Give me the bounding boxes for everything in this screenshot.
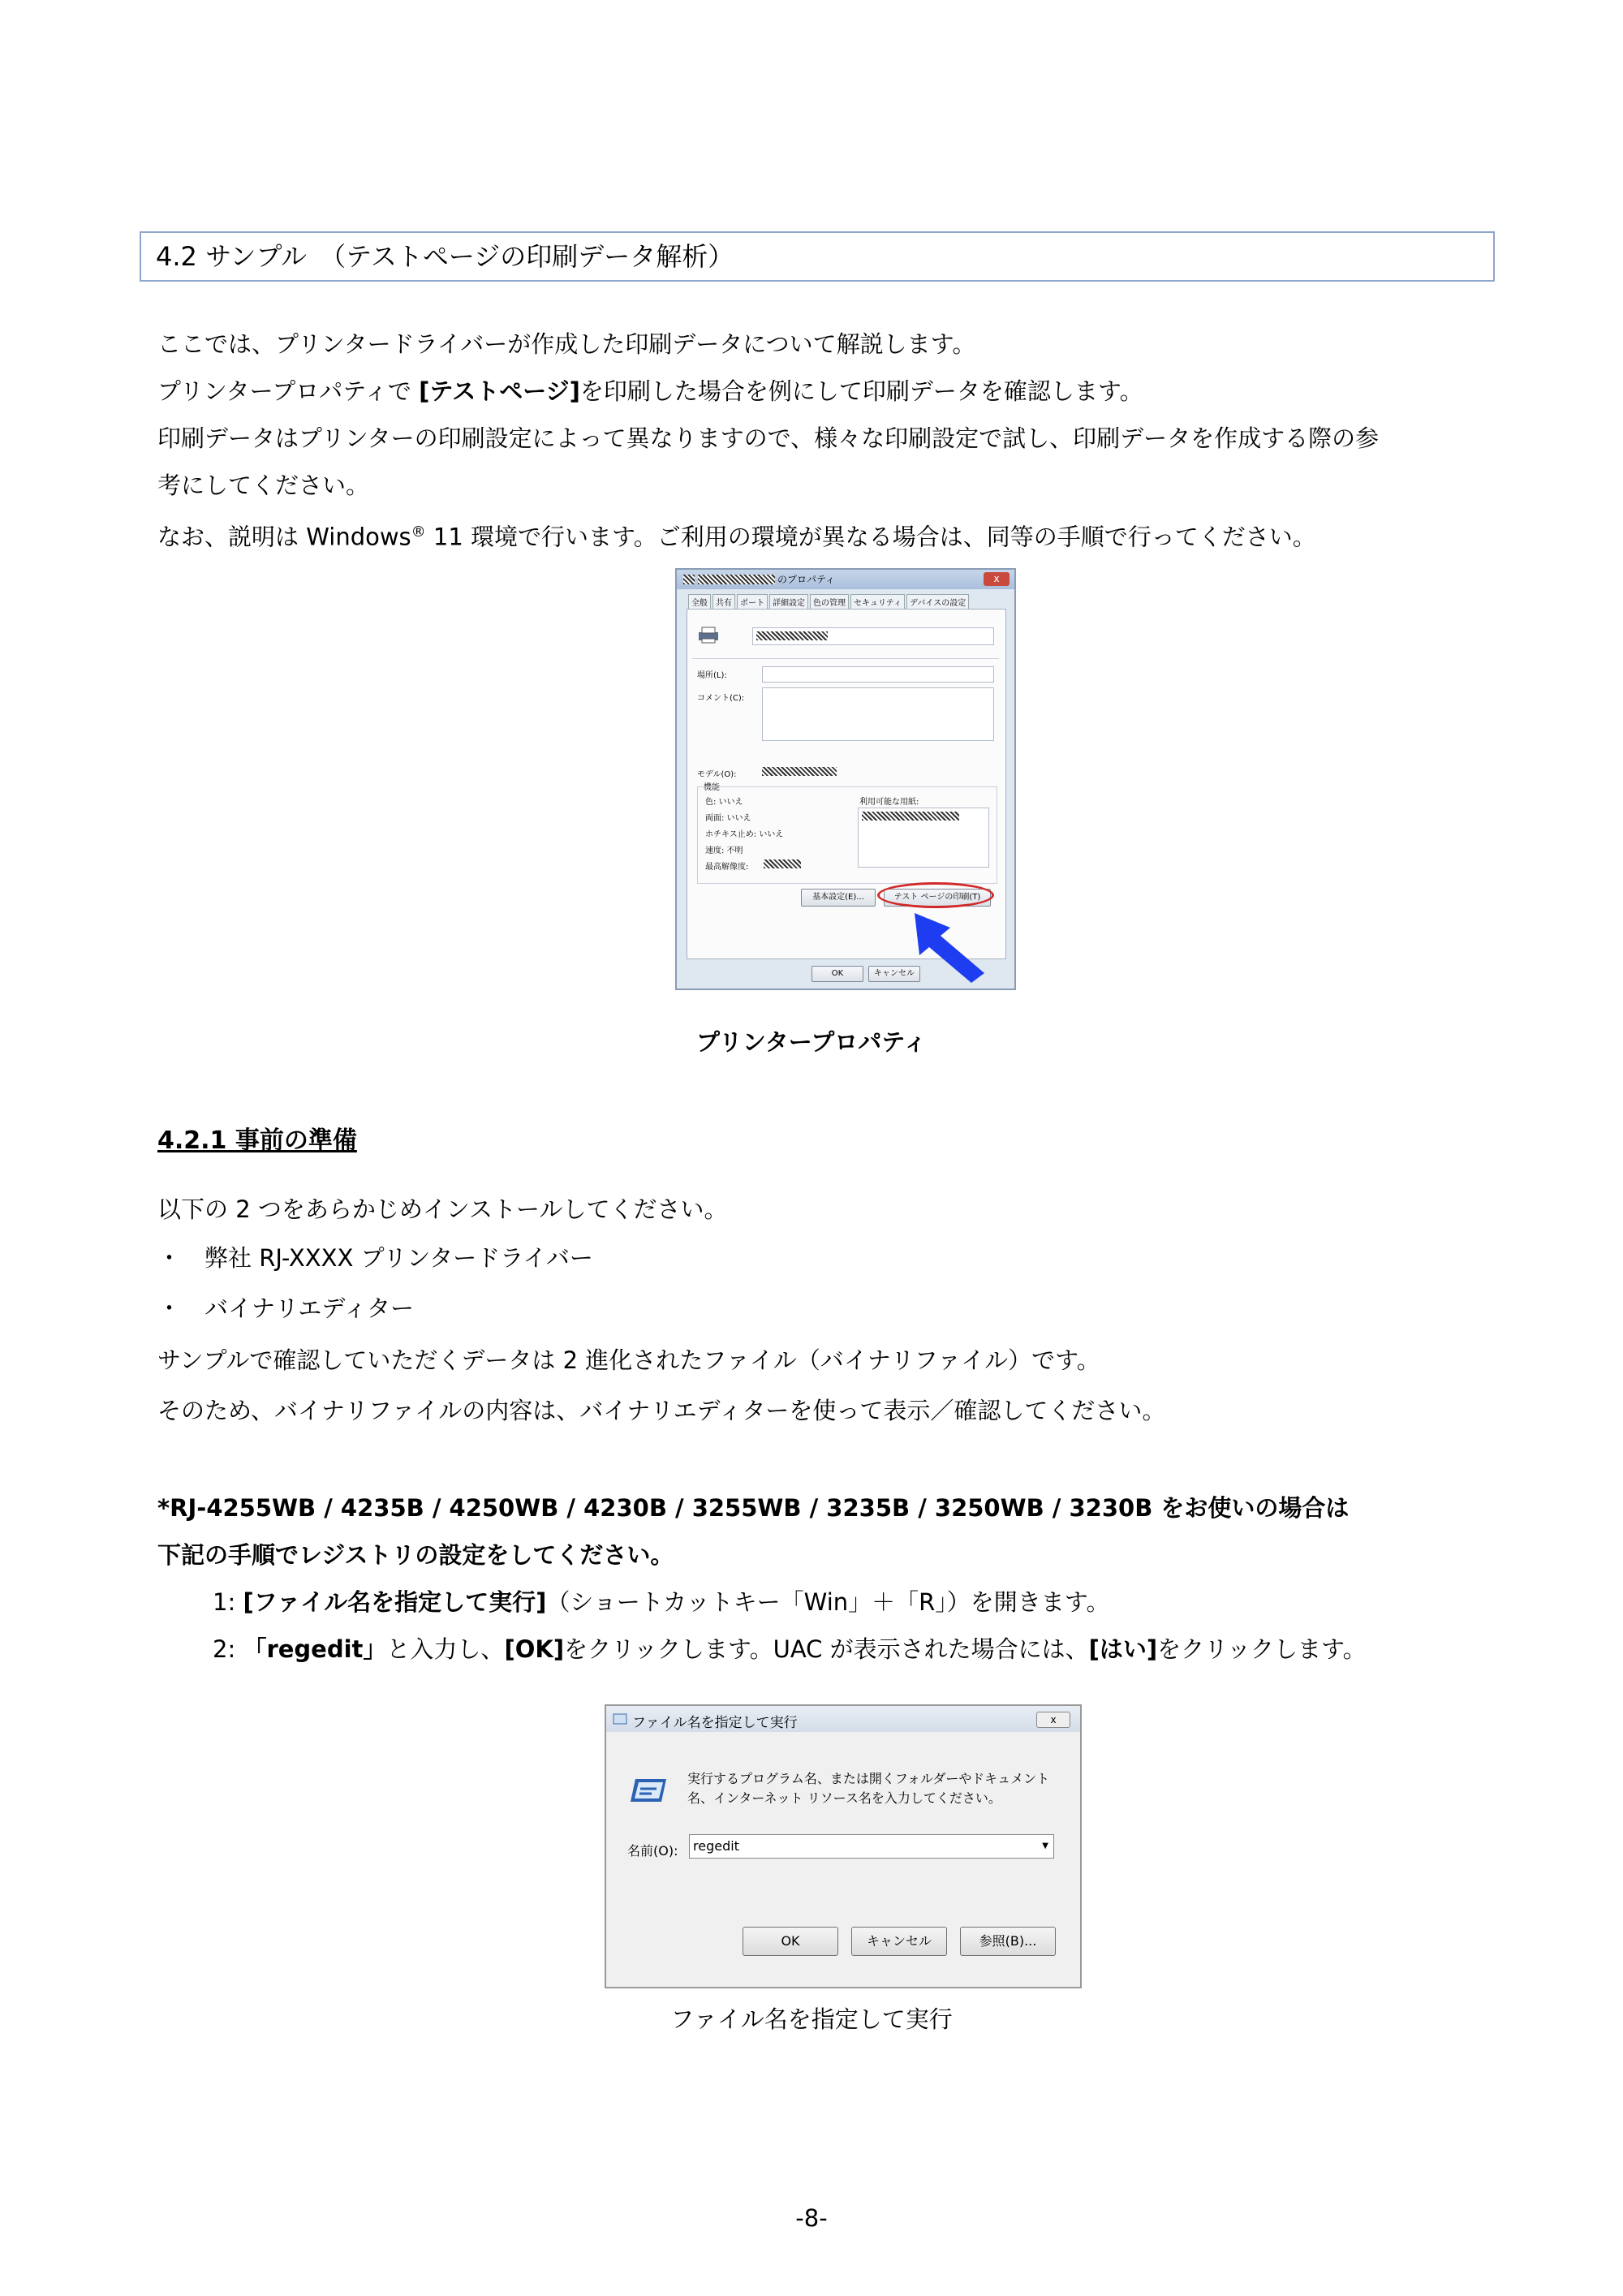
tab-advanced[interactable]: 詳細設定 [769,594,808,610]
dialog-titlebar [677,570,1014,589]
masked-printer-name [698,575,775,584]
print-test-page-button[interactable]: テスト ページの印刷(T) [884,889,991,907]
model-label: モデル(O): [697,770,737,779]
masked-paper [862,812,959,821]
run-icon [627,1774,669,1807]
section-title: 4.2 サンプル （テストページの印刷データ解析） [156,241,734,272]
step-2-bold-3: [はい] [1088,1635,1158,1663]
masked-resolution [764,859,801,868]
run-dialog-title: ファイル名を指定して実行 [632,1715,798,1731]
location-label: 場所(L): [697,671,727,680]
masked-name [756,631,828,640]
close-button[interactable]: x [984,572,1010,586]
location-field[interactable] [762,666,994,683]
preferences-button[interactable]: 基本設定(E)... [801,889,876,907]
run-command-input[interactable] [689,1834,1054,1859]
tab-device-settings[interactable]: デバイスの設定 [906,594,969,610]
ok-button[interactable]: OK [812,966,863,982]
step-2 [213,1633,1367,1665]
name-label: 名前(O): [627,1843,678,1859]
run-dialog-titlebar [606,1706,1080,1732]
step-2-number: 2: [213,1635,243,1663]
run-command-value: regedit [693,1838,739,1854]
intro-line-5-post: 11 環境で行います。ご利用の環境が異なる場合は、同等の手順で行ってください。 [425,523,1316,551]
paper-label: 利用可能な用紙: [859,798,919,807]
step-1-number: 1: [213,1588,243,1616]
intro-line-2-pre: プリンタープロパティで [157,377,420,405]
run-small-icon [613,1712,627,1724]
caption-printer-properties: プリンタープロパティ [696,1028,927,1056]
note-line-2: 下記の手順でレジストリの設定をしてください。 [157,1541,674,1569]
comment-label: コメント(C): [697,694,745,703]
run-dialog [605,1704,1082,1988]
max-resolution-feature: 最高解像度: [705,863,749,872]
step-2-mid-1: と入力し、 [386,1635,505,1663]
prep-line-1: 以下の 2 つをあらかじめインストールしてください。 [157,1195,728,1223]
page-number: -8- [795,2204,828,2232]
step-1-post: （ショートカットキー「Win」＋「R」）を開きます。 [546,1588,1110,1616]
run-ok-button[interactable]: OK [743,1927,838,1956]
staple-feature: ホチキス止め: いいえ [705,830,784,839]
intro-line-3: 印刷データはプリンターの印刷設定によって異なりますので、様々な印刷設定で試し、印刷データを作成する際の参 [157,424,1380,452]
caption-run-dialog: ファイル名を指定して実行 [670,2005,953,2033]
masked-model [762,767,837,776]
tab-sharing[interactable]: 共有 [712,594,735,610]
tab-strip [688,594,969,610]
paper-list[interactable] [858,808,989,868]
intro-line-2-bold: [テストページ] [419,377,580,405]
chevron-down-icon[interactable]: ▼ [1042,1842,1048,1850]
intro-line-2-post: を印刷した場合を例にして印刷データを確認します。 [579,377,1143,405]
run-cancel-button[interactable]: キャンセル [851,1927,947,1956]
cancel-button[interactable]: キャンセル [868,966,920,982]
intro-line-2 [157,375,1143,407]
prep-line-2: サンプルで確認していただくデータは 2 進化されたファイル（バイナリファイル）です。 [157,1346,1100,1374]
tab-ports[interactable]: ポート [737,594,768,610]
printer-name-field[interactable] [752,627,994,645]
comment-field[interactable] [762,687,994,741]
step-2-post: をクリックします。 [1157,1635,1367,1663]
tab-general[interactable]: 全般 [688,594,711,610]
step-1-bold: [ファイル名を指定して実行] [243,1588,547,1616]
section-heading [140,231,1495,282]
intro-line-5 [157,516,1316,554]
duplex-feature: 両面: いいえ [705,814,751,823]
step-2-bold-1: 「regedit」 [243,1635,387,1663]
prep-bullet-1: ・ 弊社 RJ-XXXX プリンタードライバー [157,1244,593,1272]
tab-security[interactable]: セキュリティ [850,594,905,610]
general-panel [687,609,1006,959]
prep-line-3: そのため、バイナリファイルの内容は、バイナリエディターを使って表示／確認してください。 [157,1397,1166,1424]
divider [692,658,999,659]
registered-mark: ® [411,523,426,541]
speed-feature: 速度: 不明 [705,846,743,855]
run-close-button[interactable]: x [1036,1712,1070,1728]
browse-button[interactable]: 参照(B)... [960,1927,1056,1956]
intro-line-4: 考にしてください。 [157,472,370,499]
printer-small-icon [683,575,695,584]
tab-color-management[interactable]: 色の管理 [810,594,849,610]
intro-line-5-pre: なお、説明は Windows [157,523,411,551]
subsection-title: 4.2.1 事前の準備 [157,1126,357,1155]
printer-properties-dialog [675,568,1016,990]
color-feature: 色: いいえ [705,798,743,807]
printer-icon [697,626,720,644]
step-2-mid-2: をクリックします。UAC が表示された場合には、 [564,1635,1089,1663]
intro-line-1: ここでは、プリンタードライバーが作成した印刷データについて解説します。 [157,330,976,358]
step-1 [213,1586,1109,1618]
note-line-1: *RJ-4255WB / 4235B / 4250WB / 4230B / 3255WB / 3235B / 3250WB / 3230B をお使いの場合は [157,1494,1350,1522]
run-message: 実行するプログラム名、または開くフォルダーやドキュメント名、インターネット リソース名を入力してください。 [687,1771,1050,1806]
highlight-ring [877,882,994,908]
features-label: 機能 [704,783,720,792]
dialog-title: のプロパティ [777,574,836,585]
prep-bullet-2: ・ バイナリエディター [157,1294,415,1322]
step-2-bold-2: [OK] [504,1635,565,1663]
